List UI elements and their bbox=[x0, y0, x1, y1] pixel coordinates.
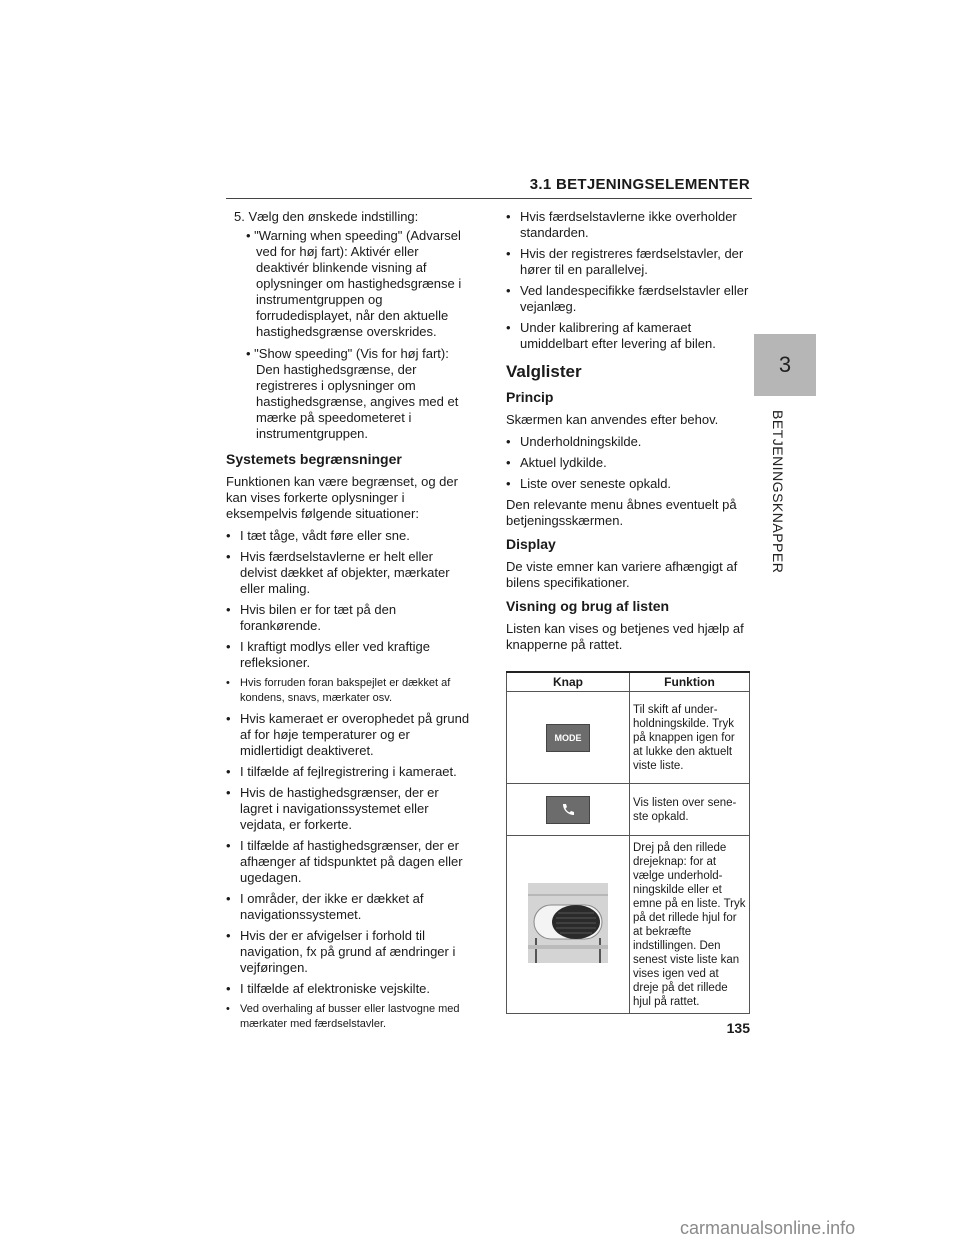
funktion-cell: Drej på den rillede drejeknap: for at vælge underhold-ningskilde eller et emne på en liste. Tryk på det rillede hjul for at bekræfte indstillingen. Den senest viste liste kan vises igen ved at dreje på det rillede hjul på rattet. bbox=[630, 836, 750, 1014]
heading-limitations: Systemets begrænsninger bbox=[226, 451, 402, 467]
funktion-cell: Til skift af under-holdningskilde. Tryk på knappen igen for at lukke den aktuelt viste liste. bbox=[630, 692, 750, 784]
right-column bbox=[506, 209, 752, 659]
chapter-number: 3 bbox=[778, 352, 792, 377]
step-5: 5. Vælg den ønskede indstilling: bbox=[234, 209, 419, 224]
thumbwheel-image bbox=[528, 883, 608, 963]
sub-item-show-speeding: • "Show speeding" (Vis for høj fart): Den hastighedsgrænse, der registreres i oplysninger om hastighedsgrænse, angives med et mærke på speedometeret i instrumentgruppen. bbox=[246, 346, 459, 441]
list-item: • I områder, der ikke er dækket af navigationssystemet. bbox=[226, 891, 424, 922]
list-item: • Hvis bilen er for tæt på den forankørende. bbox=[226, 602, 397, 633]
funktion-cell: Vis listen over sene-ste opkald. bbox=[630, 784, 750, 836]
knap-cell bbox=[507, 836, 630, 1014]
table-row bbox=[507, 836, 750, 1014]
header-rule bbox=[226, 198, 752, 199]
running-header: 3.1 BETJENINGSELEMENTER bbox=[529, 176, 750, 193]
table-row bbox=[507, 784, 750, 836]
list-item: • Hvis de hastighedsgrænser, der er lagret i navigationssystemet eller vejdata, er forkerte. bbox=[226, 785, 439, 832]
watermark: carmanualsonline.info bbox=[680, 1218, 856, 1238]
list-item: • Under kalibrering af kameraet umiddelbart efter levering af bilen. bbox=[506, 320, 716, 351]
list-item: • Ved overhaling af busser eller lastvogne med mærkater med færdselstavler. bbox=[226, 1003, 460, 1030]
limitations-intro: Funktionen kan være begrænset, og der kan vises forkerte oplysninger i eksempelvis følgende situationer: bbox=[226, 474, 458, 521]
princip-after: Den relevante menu åbnes eventuelt på betjeningsskærmen. bbox=[506, 497, 737, 528]
list-item: • Ved landespecifikke færdselstavler eller vejanlæg. bbox=[506, 283, 749, 314]
list-item: • Liste over seneste opkald. bbox=[506, 476, 672, 491]
list-item: • Hvis der registreres færdselstavler, der hører til en parallelvej. bbox=[506, 246, 744, 277]
table-header-row bbox=[507, 672, 750, 692]
col-header-knap: Knap bbox=[507, 672, 630, 692]
list-item: • Hvis færdselstavlerne ikke overholder standarden. bbox=[506, 209, 737, 240]
visning-text: Listen kan vises og betjenes ved hjælp af knapperne på rattet. bbox=[506, 621, 744, 652]
table-row bbox=[507, 692, 750, 784]
phone-button-icon bbox=[546, 796, 590, 824]
display-text: De viste emner kan variere afhængigt af bilens specifikationer. bbox=[506, 559, 738, 590]
knap-cell bbox=[507, 692, 630, 784]
list-item: • I tilfælde af elektroniske vejskilte. bbox=[226, 981, 431, 996]
col-header-funktion: Funktion bbox=[630, 672, 750, 692]
chapter-tab bbox=[754, 334, 816, 396]
princip-text: Skærmen kan anvendes efter behov. bbox=[506, 412, 719, 427]
list-item: • Hvis færdselstavlerne er helt eller delvist dækket af objekter, mærkater eller maling. bbox=[226, 549, 450, 596]
list-item: • Aktuel lydkilde. bbox=[506, 455, 607, 470]
list-item: • I tilfælde af fejlregistrering i kameraet. bbox=[226, 764, 457, 779]
heading-visning: Visning og brug af listen bbox=[506, 598, 670, 614]
list-item: • I tilfælde af hastighedsgrænser, der er afhænger af tidspunktet på dagen eller ugedagen. bbox=[226, 838, 463, 885]
left-column bbox=[226, 209, 472, 1037]
heading-princip: Princip bbox=[506, 389, 554, 405]
sub-item-warning: • "Warning when speeding" (Advarsel ved for høj fart): Aktivér eller deaktivér blinkende visning af oplysninger om hastighedsgrænse i instrumentgruppen og forrudedisplayet, når den aktuelle hastighedsgrænse overskrides. bbox=[246, 228, 462, 339]
heading-valglister: Valglister bbox=[506, 362, 582, 381]
mode-button-icon: MODE bbox=[546, 724, 590, 752]
chapter-side-title: BETJENINGSKNAPPER bbox=[770, 410, 786, 574]
list-item: • Hvis kameraet er overophedet på grund af for høje temperaturer og er midlertidigt deaktiveret. bbox=[226, 711, 470, 758]
list-item: • Hvis forruden foran bakspejlet er dækket af kondens, snavs, mærkater osv. bbox=[226, 677, 451, 704]
list-item: • Underholdningskilde. bbox=[506, 434, 642, 449]
page-number: 135 bbox=[726, 1020, 750, 1036]
list-item: • I tæt tåge, vådt føre eller sne. bbox=[226, 528, 410, 543]
heading-display: Display bbox=[506, 536, 556, 552]
list-item: • I kraftigt modlys eller ved kraftige refleksioner. bbox=[226, 639, 431, 670]
knap-cell bbox=[507, 784, 630, 836]
list-item: • Hvis der er afvigelser i forhold til navigation, fx på grund af ændringer i vejføringen. bbox=[226, 928, 456, 975]
button-table bbox=[506, 671, 750, 1014]
